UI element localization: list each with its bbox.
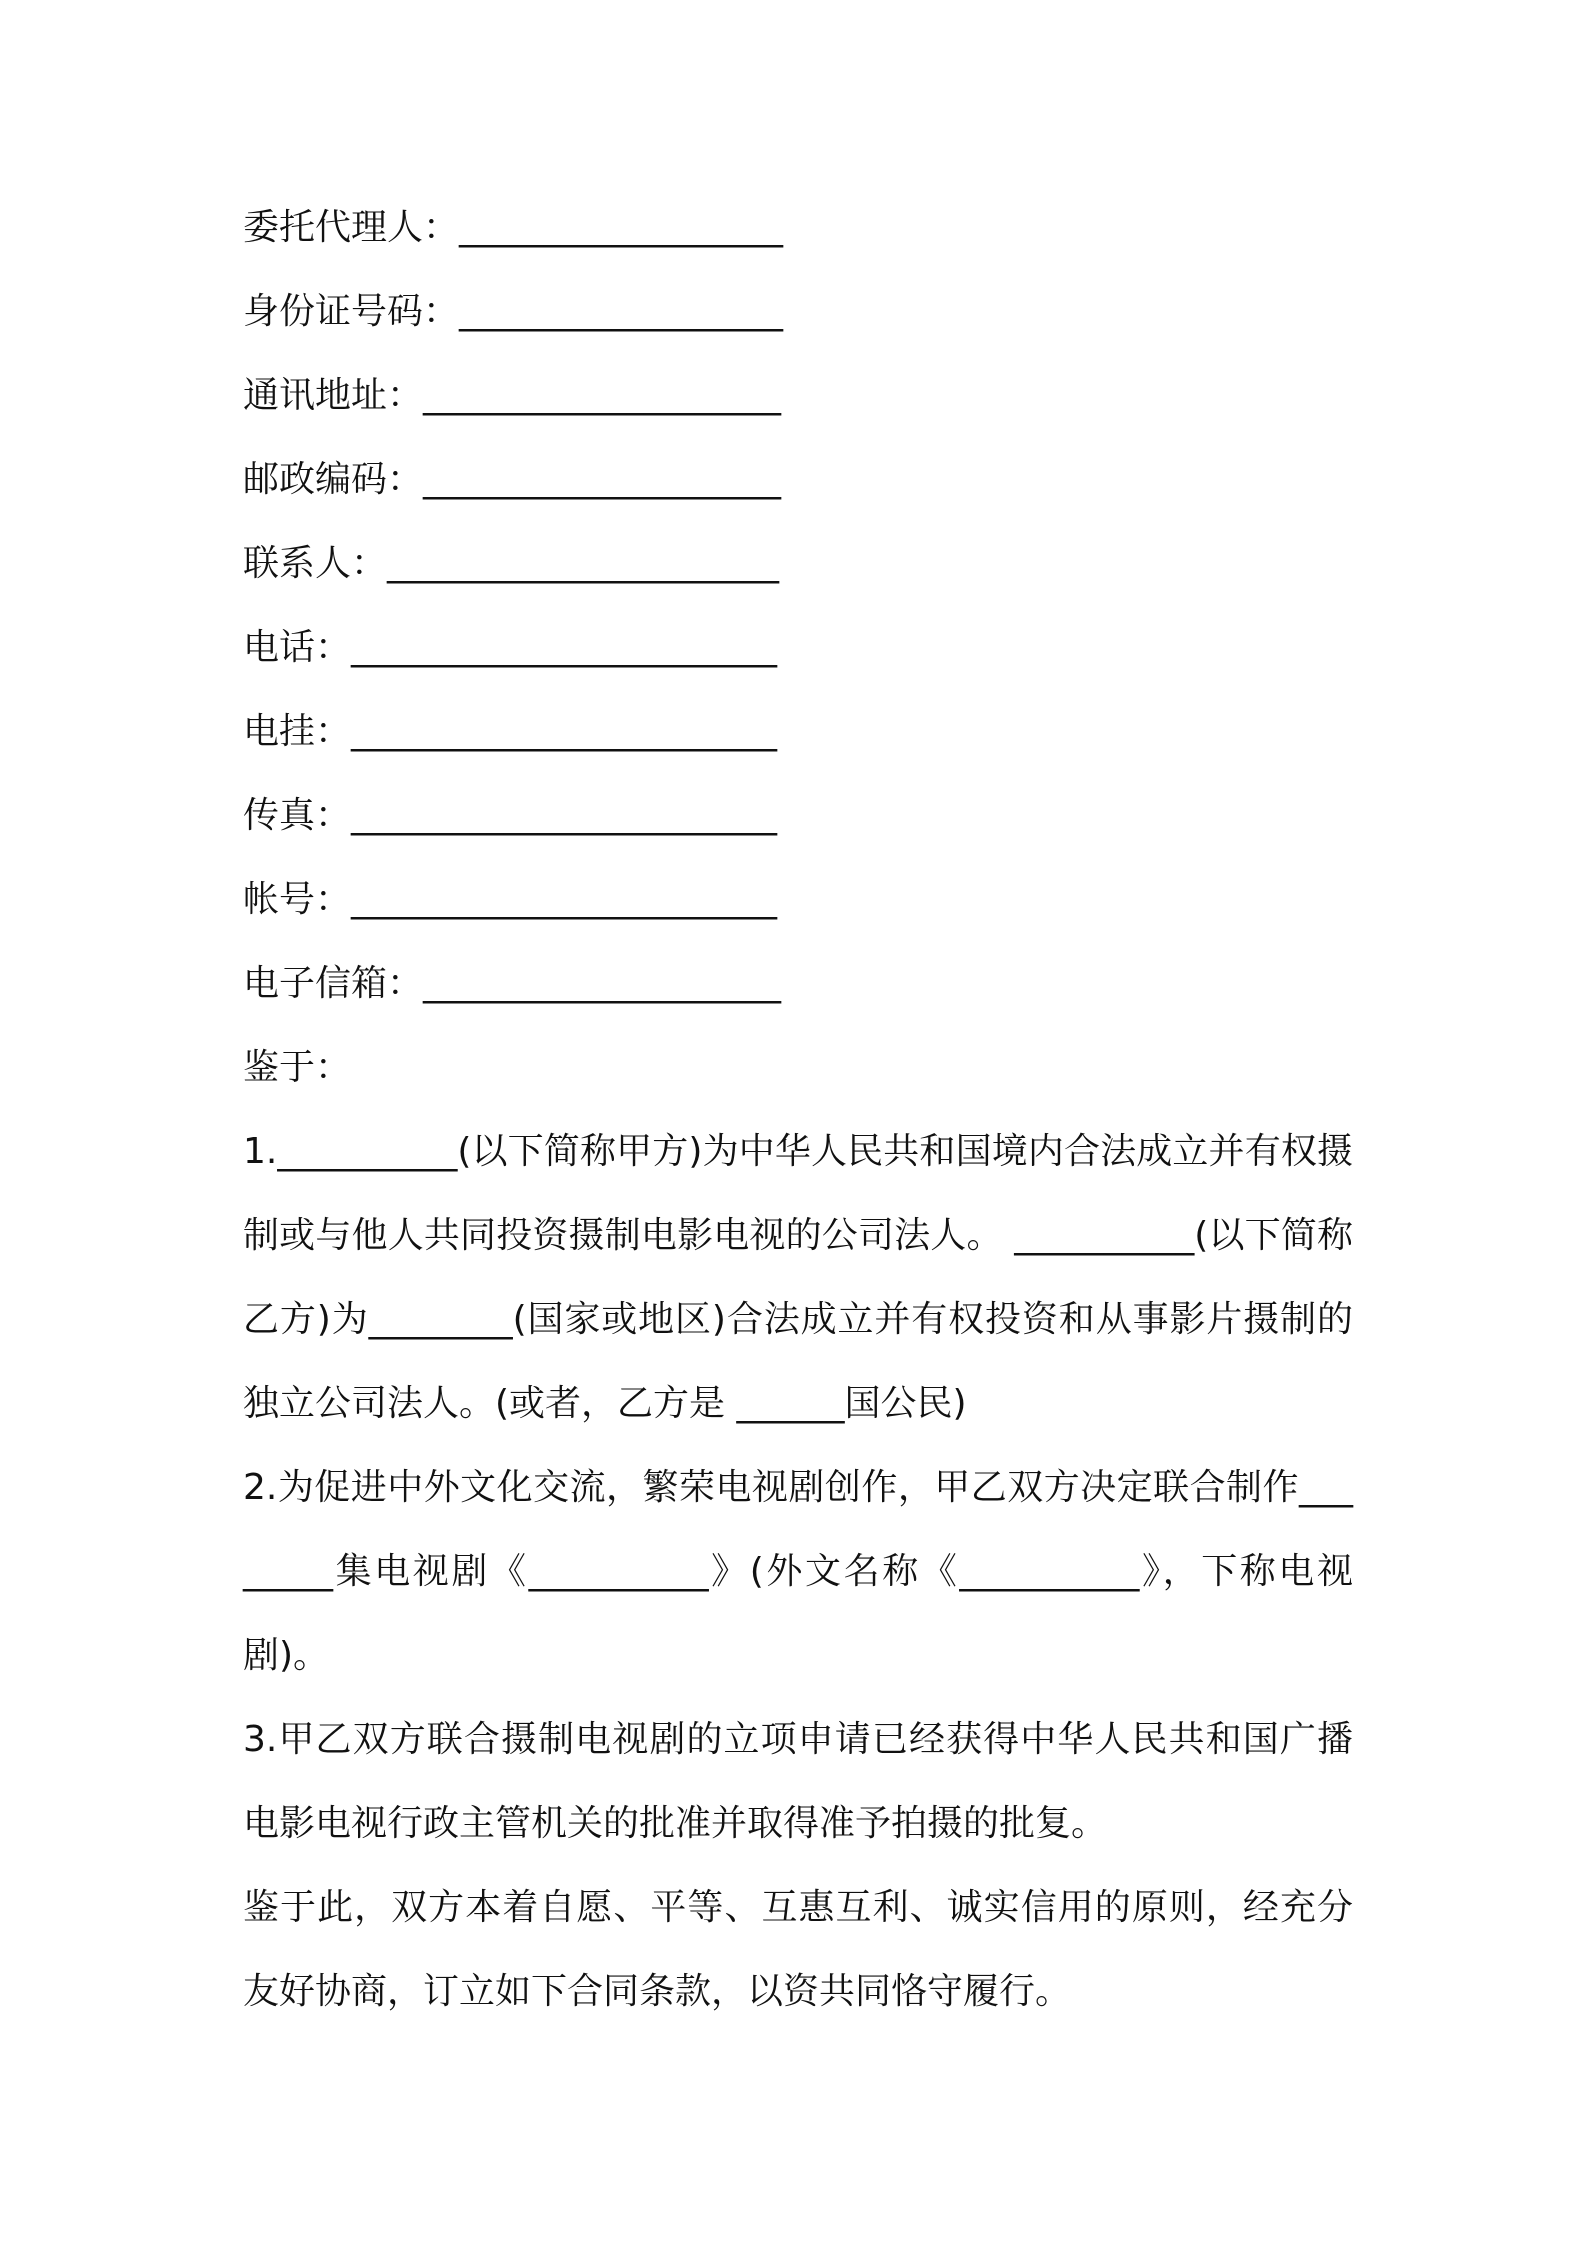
clause-1: 1.__________(以下简称甲方)为中华人民共和国境内合法成立并有权摄制或与他人共同投资摄制电影电视的公司法人。 __________(以下简称乙方)为________(国家或地区)合法成立并有权投资和从事影片摄制的独立公司法人。(或者，乙方是 ______国公民) (243, 1131, 1353, 1424)
field-label: 传真： (243, 795, 352, 836)
field-label: 电子信箱： (243, 963, 424, 1004)
field-blank: ___________________ (459, 291, 783, 332)
clause-2: 2.为促进中外文化交流，繁荣电视剧创作，甲乙双方决定联合制作________集电视剧《__________》(外文名称《__________》，下称电视剧)。 (243, 1467, 1353, 1676)
field-label: 电话： (243, 627, 352, 668)
field-contact (243, 522, 1353, 606)
field-blank: _____________________ (423, 963, 781, 1004)
clause-3: 3.甲乙双方联合摄制电视剧的立项申请已经获得中华人民共和国广播电影电视行政主管机关的批准并取得准予拍摄的批复。 (243, 1719, 1353, 1844)
field-label: 通讯地址： (243, 375, 424, 416)
contract-body (243, 186, 1353, 2034)
field-label: 身份证号码： (243, 291, 460, 332)
field-blank: _____________________ (423, 375, 781, 416)
field-label: 电挂： (243, 711, 352, 752)
field-label: 邮政编码： (243, 459, 424, 500)
field-account (243, 858, 1353, 942)
field-blank: _________________________ (351, 711, 777, 752)
field-blank: _________________________ (351, 795, 777, 836)
whereas-heading: 鉴于： (243, 1047, 352, 1088)
closing-statement: 鉴于此，双方本着自愿、平等、互惠互利、诚实信用的原则，经充分友好协商，订立如下合同条款，以资共同恪守履行。 (243, 1887, 1353, 2012)
field-blank: _____________________ (423, 459, 781, 500)
field-blank: _______________________ (387, 543, 779, 584)
field-telegraph (243, 690, 1353, 774)
field-blank: ___________________ (459, 207, 783, 248)
field-email (243, 942, 1353, 1026)
field-label: 联系人： (243, 543, 388, 584)
field-blank: _________________________ (351, 879, 777, 920)
field-agent (243, 186, 1353, 270)
field-label: 委托代理人： (243, 207, 460, 248)
field-postal-code (243, 438, 1353, 522)
field-blank: _________________________ (351, 627, 777, 668)
field-fax (243, 774, 1353, 858)
field-phone (243, 606, 1353, 690)
field-label: 帐号： (243, 879, 352, 920)
field-id-number (243, 270, 1353, 354)
field-address (243, 354, 1353, 438)
